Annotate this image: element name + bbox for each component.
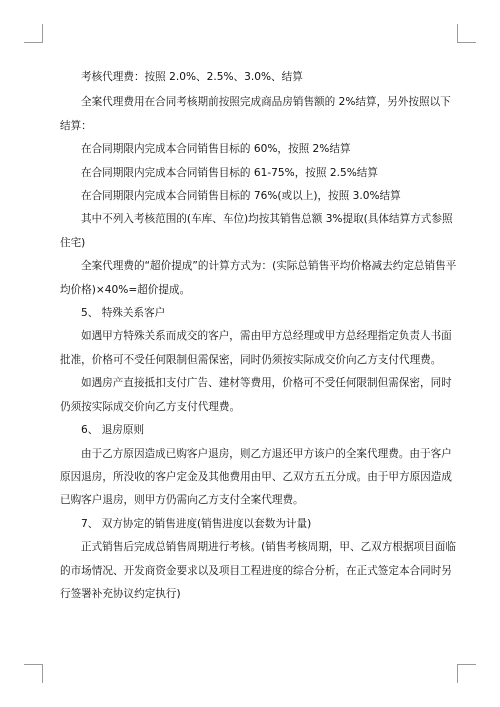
text-line: 全案代理费的“超价提成”的计算方式为：(实际总销售平均价格减去约定总销售平 [81,260,457,273]
text-line: 住宅) [60,236,86,249]
text-line: 仍须按实际成交价向乙方支付代理费。 [60,400,241,413]
crop-mark-bottom-left [24,664,43,683]
text-line: 由于乙方原因造成已购客户退房，则乙方退还甲方该户的全案代理费。由于客户 [81,447,452,460]
text-line: 全案代理费用在合同考核期前按照完成商品房销售额的 2%结算，另外按照以下 [81,96,451,109]
text-line: 如遇房产直接抵扣支付广告、建材等费用，价格可不受任何限制但需保密，同时 [81,377,452,390]
document-body [60,66,458,606]
section-heading: 6、 退房原则 [81,424,145,437]
section-heading: 5、 特殊关系客户 [81,307,166,320]
text-line: 原因退房，所没收的客户定金及其他费用由甲、乙双方五五分成。由于甲方原因造成 [60,470,452,483]
text-line: 批准，价格可不受任何限制但需保密，同时仍须按实际成交价向乙方支付代理费。 [60,353,442,366]
text-line: 均价格)×40%=超价提成。 [60,283,191,296]
crop-mark-bottom-right [457,664,476,683]
text-line: 如遇甲方特殊关系而成交的客户，需由甲方总经理或甲方总经理指定负责人书面 [81,330,452,343]
text-line: 已购客户退房，则甲方仍需向乙方支付全案代理费。 [60,494,304,507]
text-line: 在合同期限内完成本合同销售目标的 76%(或以上)，按照 3.0%结算 [81,190,401,203]
text-line: 在合同期限内完成本合同销售目标的 60%，按照 2%结算 [81,143,351,156]
text-line: 正式销售后完成总销售周期进行考核。(销售考核周期，甲、乙双方根据项目面临 [81,541,456,554]
crop-mark-top-right [457,24,476,43]
section-heading: 7、 双方协定的销售进度(销售进度以套数为计量) [81,517,312,530]
text-line: 的市场情况、开发商资金要求以及项目工程进度的综合分析，在正式签定本合同时另 [60,564,452,577]
text-line: 在合同期限内完成本合同销售目标的 61-75%，按照 2.5%结算 [81,166,378,179]
text-line: 其中不列入考核范围的(车库、车位)均按其销售总额 3%提取(具体结算方式参照 [81,213,453,226]
text-line: 考核代理费：按照 2.0%、2.5%、3.0%、结算 [81,71,303,83]
text-line: 行签署补充协议约定执行) [60,587,181,600]
crop-mark-top-left [24,24,43,43]
text-line: 结算： [60,119,92,132]
